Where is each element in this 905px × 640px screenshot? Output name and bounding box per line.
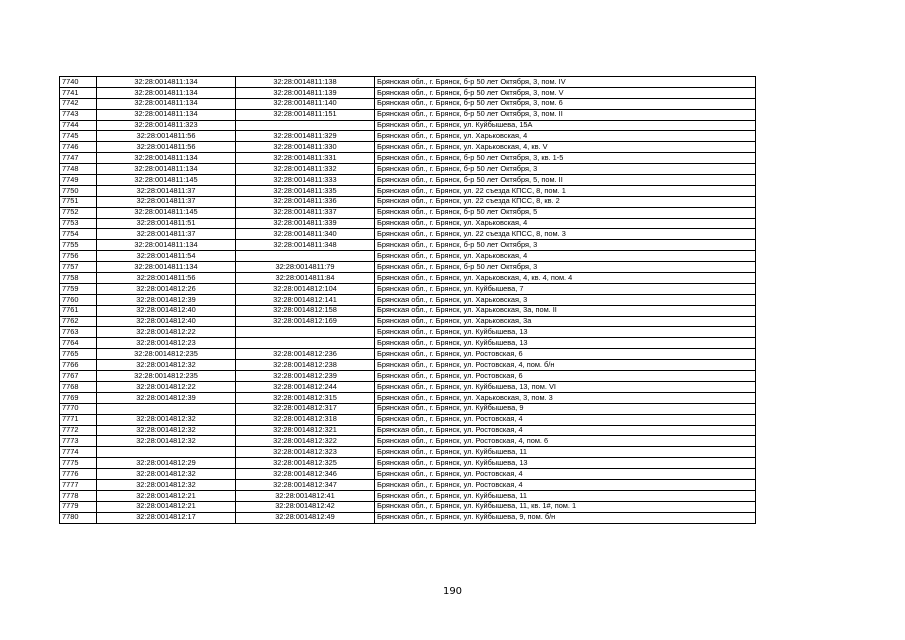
parent-cadastral-number-cell: 32:28:0014812:21 [97, 501, 236, 512]
parent-cadastral-number-cell: 32:28:0014812:22 [97, 381, 236, 392]
cadastral-number-cell: 32:28:0014811:151 [236, 109, 375, 120]
row-number-cell: 7778 [60, 490, 97, 501]
parent-cadastral-number-cell: 32:28:0014811:51 [97, 218, 236, 229]
parent-cadastral-number-cell: 32:28:0014811:56 [97, 131, 236, 142]
parent-cadastral-number-cell: 32:28:0014812:23 [97, 338, 236, 349]
parent-cadastral-number-cell [97, 403, 236, 414]
address-cell: Брянская обл., г. Брянск, ул. Куйбышева, 11 [375, 447, 756, 458]
address-cell: Брянская обл., г. Брянск, ул. Куйбышева, 13 [375, 338, 756, 349]
table-row [60, 218, 756, 229]
parent-cadastral-number-cell: 32:28:0014811:37 [97, 196, 236, 207]
address-cell: Брянская обл., г. Брянск, ул. Харьковская, 3 [375, 294, 756, 305]
row-number-cell: 7771 [60, 414, 97, 425]
parent-cadastral-number-cell: 32:28:0014812:22 [97, 327, 236, 338]
cadastral-number-cell: 32:28:0014812:318 [236, 414, 375, 425]
row-number-cell: 7772 [60, 425, 97, 436]
table-row [60, 164, 756, 175]
row-number-cell: 7765 [60, 349, 97, 360]
parent-cadastral-number-cell: 32:28:0014812:32 [97, 425, 236, 436]
table-row [60, 425, 756, 436]
address-cell: Брянская обл., г. Брянск, ул. Ростовская, 4, пом. 6 [375, 436, 756, 447]
parent-cadastral-number-cell: 32:28:0014811:134 [97, 153, 236, 164]
cadastral-number-cell: 32:28:0014811:335 [236, 185, 375, 196]
table-row [60, 381, 756, 392]
address-cell: Брянская обл., г. Брянск, б-р 50 лет Октября, 3, пом. 6 [375, 98, 756, 109]
row-number-cell: 7759 [60, 283, 97, 294]
table-row [60, 109, 756, 120]
row-number-cell: 7769 [60, 392, 97, 403]
address-cell: Брянская обл., г. Брянск, ул. Куйбышева, 9, пом. б/н [375, 512, 756, 523]
parent-cadastral-number-cell: 32:28:0014812:32 [97, 479, 236, 490]
cadastral-number-cell: 32:28:0014811:333 [236, 175, 375, 186]
parent-cadastral-number-cell: 32:28:0014812:32 [97, 414, 236, 425]
parent-cadastral-number-cell: 32:28:0014812:29 [97, 458, 236, 469]
parent-cadastral-number-cell: 32:28:0014811:37 [97, 185, 236, 196]
table-row [60, 316, 756, 327]
table-row [60, 469, 756, 480]
cadastral-number-cell [236, 120, 375, 131]
row-number-cell: 7760 [60, 294, 97, 305]
cadastral-number-cell: 32:28:0014811:330 [236, 142, 375, 153]
cadastral-number-cell: 32:28:0014812:158 [236, 305, 375, 316]
row-number-cell: 7766 [60, 360, 97, 371]
row-number-cell: 7749 [60, 175, 97, 186]
cadastral-number-cell [236, 327, 375, 338]
parent-cadastral-number-cell: 32:28:0014812:32 [97, 360, 236, 371]
address-cell: Брянская обл., г. Брянск, ул. Куйбышева, 15А [375, 120, 756, 131]
address-cell: Брянская обл., г. Брянск, ул. Ростовская, 4 [375, 479, 756, 490]
cadastral-number-cell: 32:28:0014812:347 [236, 479, 375, 490]
cadastral-number-cell: 32:28:0014812:41 [236, 490, 375, 501]
address-cell: Брянская обл., г. Брянск, ул. Куйбышева, 9 [375, 403, 756, 414]
row-number-cell: 7764 [60, 338, 97, 349]
cadastral-number-cell: 32:28:0014811:336 [236, 196, 375, 207]
row-number-cell: 7748 [60, 164, 97, 175]
table-row [60, 142, 756, 153]
row-number-cell: 7761 [60, 305, 97, 316]
row-number-cell: 7744 [60, 120, 97, 131]
page-number: 190 [442, 586, 463, 597]
address-cell: Брянская обл., г. Брянск, ул. Ростовская, 6 [375, 371, 756, 382]
table-row [60, 447, 756, 458]
address-cell: Брянская обл., г. Брянск, ул. Ростовская, 6 [375, 349, 756, 360]
row-number-cell: 7743 [60, 109, 97, 120]
address-cell: Брянская обл., г. Брянск, ул. Ростовская, 4 [375, 425, 756, 436]
table-row [60, 77, 756, 88]
cadastral-table [59, 76, 756, 524]
table-row [60, 87, 756, 98]
cadastral-number-cell: 32:28:0014811:348 [236, 240, 375, 251]
table-row [60, 371, 756, 382]
parent-cadastral-number-cell: 32:28:0014812:32 [97, 469, 236, 480]
table-row [60, 175, 756, 186]
address-cell: Брянская обл., г. Брянск, ул. Ростовская, 4 [375, 414, 756, 425]
address-cell: Брянская обл., г. Брянск, ул. Харьковская, 4 [375, 251, 756, 262]
row-number-cell: 7767 [60, 371, 97, 382]
row-number-cell: 7780 [60, 512, 97, 523]
cadastral-number-cell: 32:28:0014812:325 [236, 458, 375, 469]
parent-cadastral-number-cell: 32:28:0014811:56 [97, 273, 236, 284]
parent-cadastral-number-cell: 32:28:0014811:134 [97, 164, 236, 175]
cadastral-number-cell: 32:28:0014811:79 [236, 262, 375, 273]
table-row [60, 414, 756, 425]
cadastral-number-cell: 32:28:0014812:141 [236, 294, 375, 305]
table-row [60, 229, 756, 240]
table-row [60, 305, 756, 316]
address-cell: Брянская обл., г. Брянск, ул. Ростовская, 4 [375, 469, 756, 480]
cadastral-number-cell: 32:28:0014812:322 [236, 436, 375, 447]
parent-cadastral-number-cell: 32:28:0014811:134 [97, 98, 236, 109]
address-cell: Брянская обл., г. Брянск, ул. Куйбышева, 7 [375, 283, 756, 294]
row-number-cell: 7741 [60, 87, 97, 98]
row-number-cell: 7746 [60, 142, 97, 153]
cadastral-number-cell: 32:28:0014812:317 [236, 403, 375, 414]
table-row [60, 185, 756, 196]
cadastral-number-cell: 32:28:0014812:169 [236, 316, 375, 327]
row-number-cell: 7752 [60, 207, 97, 218]
table-row [60, 273, 756, 284]
table-row [60, 479, 756, 490]
table-body [60, 77, 756, 524]
table-row [60, 392, 756, 403]
parent-cadastral-number-cell: 32:28:0014811:145 [97, 175, 236, 186]
parent-cadastral-number-cell: 32:28:0014812:17 [97, 512, 236, 523]
row-number-cell: 7756 [60, 251, 97, 262]
address-cell: Брянская обл., г. Брянск, б-р 50 лет Октября, 5 [375, 207, 756, 218]
cadastral-number-cell: 32:28:0014811:139 [236, 87, 375, 98]
cadastral-number-cell: 32:28:0014811:138 [236, 77, 375, 88]
parent-cadastral-number-cell: 32:28:0014811:134 [97, 109, 236, 120]
parent-cadastral-number-cell [97, 447, 236, 458]
parent-cadastral-number-cell: 32:28:0014811:134 [97, 240, 236, 251]
table-row [60, 196, 756, 207]
parent-cadastral-number-cell: 32:28:0014812:26 [97, 283, 236, 294]
table-row [60, 349, 756, 360]
parent-cadastral-number-cell: 32:28:0014811:56 [97, 142, 236, 153]
address-cell: Брянская обл., г. Брянск, ул. 22 съезда КПСС, 8, кв. 2 [375, 196, 756, 207]
cadastral-number-cell: 32:28:0014812:315 [236, 392, 375, 403]
address-cell: Брянская обл., г. Брянск, ул. Куйбышева, 13 [375, 327, 756, 338]
table-row [60, 98, 756, 109]
cadastral-number-cell: 32:28:0014812:238 [236, 360, 375, 371]
table-row [60, 458, 756, 469]
address-cell: Брянская обл., г. Брянск, б-р 50 лет Октября, 3 [375, 164, 756, 175]
parent-cadastral-number-cell: 32:28:0014812:40 [97, 316, 236, 327]
table-row [60, 207, 756, 218]
table-row [60, 153, 756, 164]
table-row [60, 338, 756, 349]
row-number-cell: 7763 [60, 327, 97, 338]
table-row [60, 262, 756, 273]
parent-cadastral-number-cell: 32:28:0014812:32 [97, 436, 236, 447]
parent-cadastral-number-cell: 32:28:0014812:21 [97, 490, 236, 501]
parent-cadastral-number-cell: 32:28:0014811:323 [97, 120, 236, 131]
parent-cadastral-number-cell: 32:28:0014811:37 [97, 229, 236, 240]
table-row [60, 131, 756, 142]
table-row [60, 283, 756, 294]
row-number-cell: 7751 [60, 196, 97, 207]
row-number-cell: 7762 [60, 316, 97, 327]
address-cell: Брянская обл., г. Брянск, б-р 50 лет Октября, 3, кв. 1-5 [375, 153, 756, 164]
cadastral-number-cell: 32:28:0014811:332 [236, 164, 375, 175]
row-number-cell: 7747 [60, 153, 97, 164]
row-number-cell: 7775 [60, 458, 97, 469]
address-cell: Брянская обл., г. Брянск, ул. 22 съезда КПСС, 8, пом. 1 [375, 185, 756, 196]
row-number-cell: 7742 [60, 98, 97, 109]
address-cell: Брянская обл., г. Брянск, б-р 50 лет Октября, 5, пом. II [375, 175, 756, 186]
cadastral-number-cell: 32:28:0014811:339 [236, 218, 375, 229]
cadastral-number-cell: 32:28:0014811:340 [236, 229, 375, 240]
cadastral-number-cell: 32:28:0014811:84 [236, 273, 375, 284]
cadastral-number-cell: 32:28:0014812:346 [236, 469, 375, 480]
table-row [60, 501, 756, 512]
parent-cadastral-number-cell: 32:28:0014812:235 [97, 349, 236, 360]
table-row [60, 403, 756, 414]
row-number-cell: 7774 [60, 447, 97, 458]
row-number-cell: 7750 [60, 185, 97, 196]
address-cell: Брянская обл., г. Брянск, ул. Харьковская, 4, кв. 4, пом. 4 [375, 273, 756, 284]
table-row [60, 327, 756, 338]
table-row [60, 512, 756, 523]
row-number-cell: 7773 [60, 436, 97, 447]
address-cell: Брянская обл., г. Брянск, б-р 50 лет Октября, 3 [375, 262, 756, 273]
cadastral-number-cell: 32:28:0014811:140 [236, 98, 375, 109]
row-number-cell: 7757 [60, 262, 97, 273]
table-row [60, 490, 756, 501]
parent-cadastral-number-cell: 32:28:0014811:134 [97, 77, 236, 88]
table-row [60, 360, 756, 371]
address-cell: Брянская обл., г. Брянск, б-р 50 лет Октября, 3, пом. IV [375, 77, 756, 88]
table-row [60, 294, 756, 305]
row-number-cell: 7754 [60, 229, 97, 240]
address-cell: Брянская обл., г. Брянск, б-р 50 лет Октября, 3, пом. V [375, 87, 756, 98]
parent-cadastral-number-cell: 32:28:0014811:54 [97, 251, 236, 262]
address-cell: Брянская обл., г. Брянск, ул. Харьковская, 4 [375, 218, 756, 229]
cadastral-number-cell: 32:28:0014811:331 [236, 153, 375, 164]
row-number-cell: 7768 [60, 381, 97, 392]
row-number-cell: 7740 [60, 77, 97, 88]
parent-cadastral-number-cell: 32:28:0014811:145 [97, 207, 236, 218]
row-number-cell: 7770 [60, 403, 97, 414]
address-cell: Брянская обл., г. Брянск, б-р 50 лет Октября, 3, пом. II [375, 109, 756, 120]
row-number-cell: 7753 [60, 218, 97, 229]
cadastral-number-cell: 32:28:0014811:329 [236, 131, 375, 142]
address-cell: Брянская обл., г. Брянск, ул. Ростовская, 4, пом. б/н [375, 360, 756, 371]
parent-cadastral-number-cell: 32:28:0014811:134 [97, 262, 236, 273]
table-row [60, 251, 756, 262]
row-number-cell: 7755 [60, 240, 97, 251]
cadastral-number-cell: 32:28:0014812:321 [236, 425, 375, 436]
table-row [60, 436, 756, 447]
parent-cadastral-number-cell: 32:28:0014811:134 [97, 87, 236, 98]
cadastral-number-cell: 32:28:0014812:42 [236, 501, 375, 512]
address-cell: Брянская обл., г. Брянск, ул. Куйбышева, 11 [375, 490, 756, 501]
address-cell: Брянская обл., г. Брянск, ул. Харьковская, 4, кв. V [375, 142, 756, 153]
address-cell: Брянская обл., г. Брянск, ул. Куйбышева, 13, пом. VI [375, 381, 756, 392]
address-cell: Брянская обл., г. Брянск, ул. Харьковская, 4 [375, 131, 756, 142]
row-number-cell: 7776 [60, 469, 97, 480]
address-cell: Брянская обл., г. Брянск, ул. Харьковская, 3а, пом. II [375, 305, 756, 316]
row-number-cell: 7779 [60, 501, 97, 512]
parent-cadastral-number-cell: 32:28:0014812:40 [97, 305, 236, 316]
parent-cadastral-number-cell: 32:28:0014812:235 [97, 371, 236, 382]
cadastral-number-cell: 32:28:0014812:239 [236, 371, 375, 382]
row-number-cell: 7777 [60, 479, 97, 490]
address-cell: Брянская обл., г. Брянск, ул. 22 съезда КПСС, 8, пом. 3 [375, 229, 756, 240]
row-number-cell: 7745 [60, 131, 97, 142]
address-cell: Брянская обл., г. Брянск, б-р 50 лет Октября, 3 [375, 240, 756, 251]
cadastral-number-cell [236, 251, 375, 262]
row-number-cell: 7758 [60, 273, 97, 284]
cadastral-number-cell: 32:28:0014811:337 [236, 207, 375, 218]
cadastral-number-cell: 32:28:0014812:104 [236, 283, 375, 294]
cadastral-number-cell: 32:28:0014812:49 [236, 512, 375, 523]
parent-cadastral-number-cell: 32:28:0014812:39 [97, 392, 236, 403]
address-cell: Брянская обл., г. Брянск, ул. Харьковская, 3а [375, 316, 756, 327]
cadastral-number-cell [236, 338, 375, 349]
cadastral-number-cell: 32:28:0014812:236 [236, 349, 375, 360]
cadastral-number-cell: 32:28:0014812:323 [236, 447, 375, 458]
address-cell: Брянская обл., г. Брянск, ул. Куйбышева, 11, кв. 1#, пом. 1 [375, 501, 756, 512]
table-row [60, 240, 756, 251]
cadastral-number-cell: 32:28:0014812:244 [236, 381, 375, 392]
address-cell: Брянская обл., г. Брянск, ул. Харьковская, 3, пом. 3 [375, 392, 756, 403]
table-row [60, 120, 756, 131]
address-cell: Брянская обл., г. Брянск, ул. Куйбышева, 13 [375, 458, 756, 469]
parent-cadastral-number-cell: 32:28:0014812:39 [97, 294, 236, 305]
